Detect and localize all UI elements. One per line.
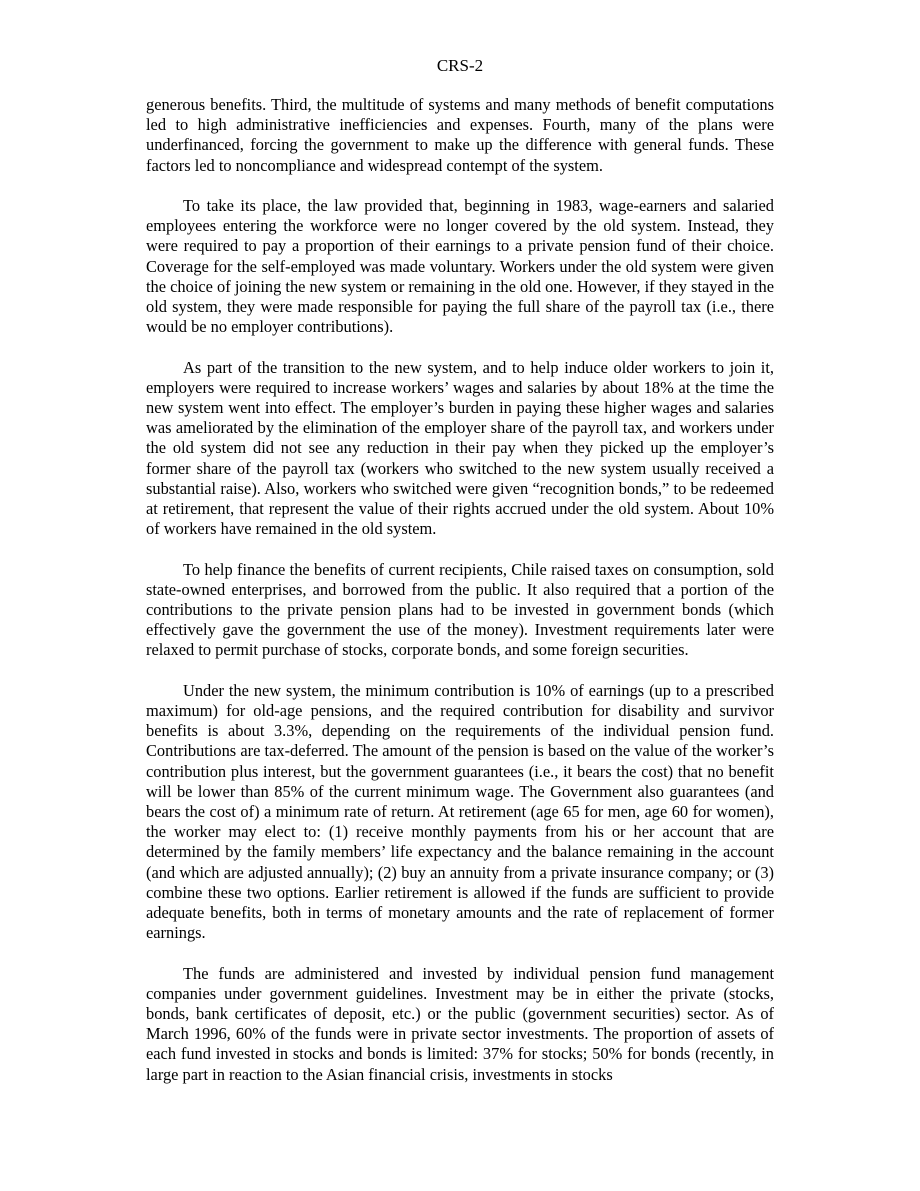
paragraph-contributions: Under the new system, the minimum contribution is 10% of earnings (up to a prescribed maximum) for old-age pensions, and the required contribution for disability and survivor benefits is about 3.3%, depending on the requirements of the individual pension fund. Contributions are tax-deferred. The amount of the pension is based on the value of the worker’s contribution plus interest, but the government guarantees (i.e., it bears the cost) that no benefit will be lower than 85% of the current minimum wage. The Government also guarantees (and bears the cost of) a minimum rate of return. At retirement (age 65 for men, age 60 for women), the worker may elect to: (1) receive monthly payments from his or her account that are determined by the family members’ life expectancy and the balance remaining in the account (and which are adjusted annually); (2) buy an annuity from a private insurance company; or (3) combine these two options. Earlier retirement is allowed if the funds are sufficient to provide adequate benefits, both in terms of monetary amounts and the rate of replacement of former earnings. bbox=[146, 680, 774, 943]
paragraph-transition: As part of the transition to the new system, and to help induce older workers to join it, employers were required to increase workers’ wages and salaries by about 18% at the time the new system went into effect. The employer’s burden in paying these higher wages and salaries was ameliorated by the elimination of the employer share of the payroll tax, and workers under the old system did not see any reduction in their pay when they picked up the employer’s former share of the payroll tax (workers who switched to the new system usually received a substantial raise). Also, workers who switched were given “recognition bonds,” to be redeemed at retirement, that represent the value of their rights accrued under the old system. About 10% of workers have remained in the old system. bbox=[146, 357, 774, 539]
page-number-label: CRS-2 bbox=[436, 56, 484, 75]
page-header bbox=[0, 56, 920, 76]
paragraph-fund-administration: The funds are administered and invested by individual pension fund management companies under government guidelines. Investment may be in either the private (stocks, bonds, bank certificates of deposit, etc.) or the public (government securities) sector. As of March 1996, 60% of the funds were in private sector investments. The proportion of assets of each fund invested in stocks and bonds is limited: 37% for stocks; 50% for bonds (recently, in large part in reaction to the Asian financial crisis, investments in stocks bbox=[146, 963, 774, 1084]
document-body bbox=[146, 95, 774, 1085]
paragraph-new-system-coverage: To take its place, the law provided that, beginning in 1983, wage-earners and salaried employees entering the workforce were no longer covered by the old system. Instead, they were required to pay a proportion of their earnings to a private pension fund of their choice. Coverage for the self-employed was made voluntary. Workers under the old system were given the choice of joining the new system or remaining in the old one. However, if they stayed in the old system, they were made responsible for paying the full share of the payroll tax (i.e., there would be no employer contributions). bbox=[146, 196, 774, 337]
paragraph-continued: generous benefits. Third, the multitude of systems and many methods of benefit computations led to high administrative inefficiencies and expenses. Fourth, many of the plans were underfinanced, forcing the government to make up the difference with general funds. These factors led to noncompliance and widespread contempt of the system. bbox=[146, 95, 774, 175]
paragraph-financing: To help finance the benefits of current recipients, Chile raised taxes on consumption, sold state-owned enterprises, and borrowed from the public. It also required that a portion of the contributions to the private pension plans had to be invested in government bonds (which effectively gave the government the use of the money). Investment requirements later were relaxed to permit purchase of stocks, corporate bonds, and some foreign securities. bbox=[146, 559, 774, 660]
